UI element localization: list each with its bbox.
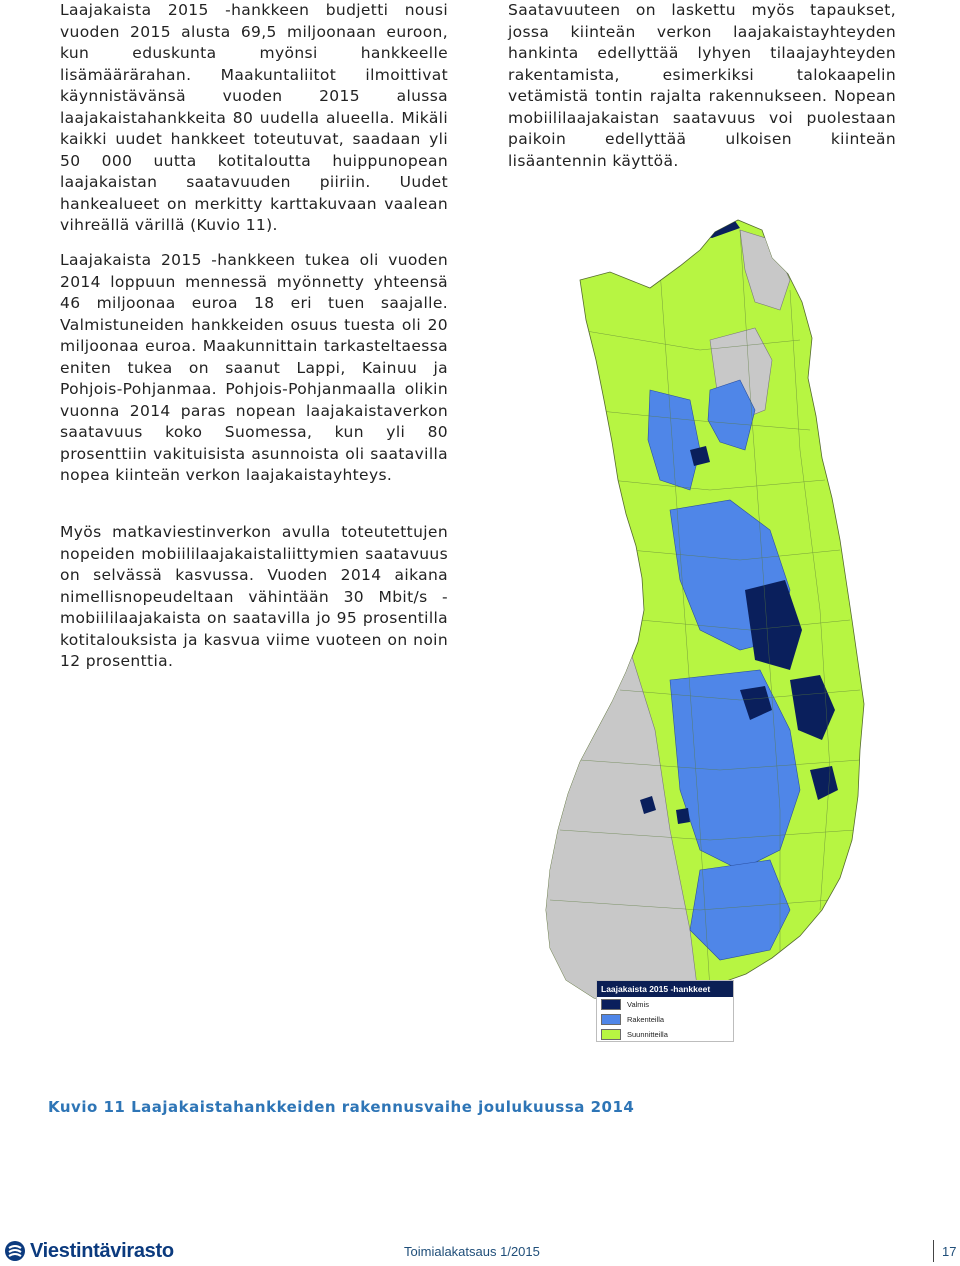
legend-title: Laajakaista 2015 -hankkeet bbox=[597, 981, 733, 997]
legend-label-suunnitteilla: Suunnitteilla bbox=[627, 1030, 668, 1039]
paragraph-mobile: Myös matkaviestinverkon avulla toteutettujen nopeiden mobiililaajakaistaliittymien saatavuus on selvässä kasvussa. Vuoden 2014 aikana nimellisnopeudeltaan vähintään 30 Mbit/s -mobiililaajakaista on saatavilla jo 95 prosentilla kotitalouksista ja kasvua viime vuoteen on noin 12 prosenttia. bbox=[60, 523, 448, 670]
map-legend bbox=[596, 980, 734, 1042]
navy-area-small-2 bbox=[676, 808, 690, 824]
figure-caption: Kuvio 11 Laajakaistahankkeiden rakennusvaihe joulukuussa 2014 bbox=[48, 1098, 635, 1116]
finland-broadband-map bbox=[540, 210, 880, 1080]
legend-item-valmis bbox=[597, 997, 733, 1012]
legend-swatch-valmis bbox=[601, 999, 621, 1010]
legend-label-rakenteilla: Rakenteilla bbox=[627, 1015, 665, 1024]
paragraph-budget: Laajakaista 2015 -hankkeen budjetti nousi vuoden 2015 alusta 69,5 miljoonaan euroon, kun eduskunta myönsi hankkeelle lisämäärärahan. Maakuntaliitot ilmoittivat käynnistävänsä vuoden 2015 alussa laajakaistahankkeita 80 uudella alueella. Mikäli kaikki uudet hankkeet toteutuvat, saadaan yli 50 000 uutta kotitaloutta huippunopean laajakaistan saatavuuden piiriin. Uudet hankealueet on merkitty karttakuvaan vaalean vihreällä värillä (Kuvio 11). bbox=[60, 1, 448, 234]
legend-item-suunnitteilla bbox=[597, 1027, 733, 1042]
map-svg bbox=[540, 210, 880, 1080]
paragraph-support: Laajakaista 2015 -hankkeen tukea oli vuoden 2014 loppuun mennessä myönnetty yhteensä 46 miljoonaa euroa 18 eri tuen saajalle. Valmistuneiden hankkeiden osuus tuesta oli 20 miljoonaa euroa. Maakunnittain tarkasteltaessa eniten tukea on saanut Lappi, Kainuu ja Pohjois-Pohjanmaa. Pohjois-Pohjanmaalla olikin vuonna 2014 paras nopean laajakaistaverkon saatavuus koko Suomessa, kun yli 80 prosenttiin vakituisista asunnoista oli saatavilla nopea kiinteän verkon laajakaistayhteys. bbox=[60, 251, 448, 484]
legend-swatch-suunnitteilla bbox=[601, 1029, 621, 1040]
logo-text: Viestintävirasto bbox=[30, 1239, 174, 1262]
viestintavirasto-logo-icon bbox=[4, 1240, 26, 1262]
footer-logo bbox=[4, 1238, 174, 1264]
legend-item-rakenteilla bbox=[597, 1012, 733, 1027]
footer-publication: Toimialakatsaus 1/2015 bbox=[404, 1244, 540, 1259]
legend-swatch-rakenteilla bbox=[601, 1014, 621, 1025]
footer-divider bbox=[933, 1240, 934, 1262]
page-number: 17 bbox=[942, 1244, 957, 1259]
legend-label-valmis: Valmis bbox=[627, 1000, 649, 1009]
paragraph-availability: Saatavuuteen on laskettu myös tapaukset, jossa kiinteän verkon laajakaistayhteyden hankinta edellyttää lyhyen tilaajayhteyden rakentamista, esimerkiksi talokaapelin vetämistä tontin rajalta rakennukseen. Nopean mobiililaajakaistan saatavuus voi puolestaan paikoin edellyttää ulkoisen kiinteän lisäantennin käyttöä. bbox=[508, 1, 896, 170]
